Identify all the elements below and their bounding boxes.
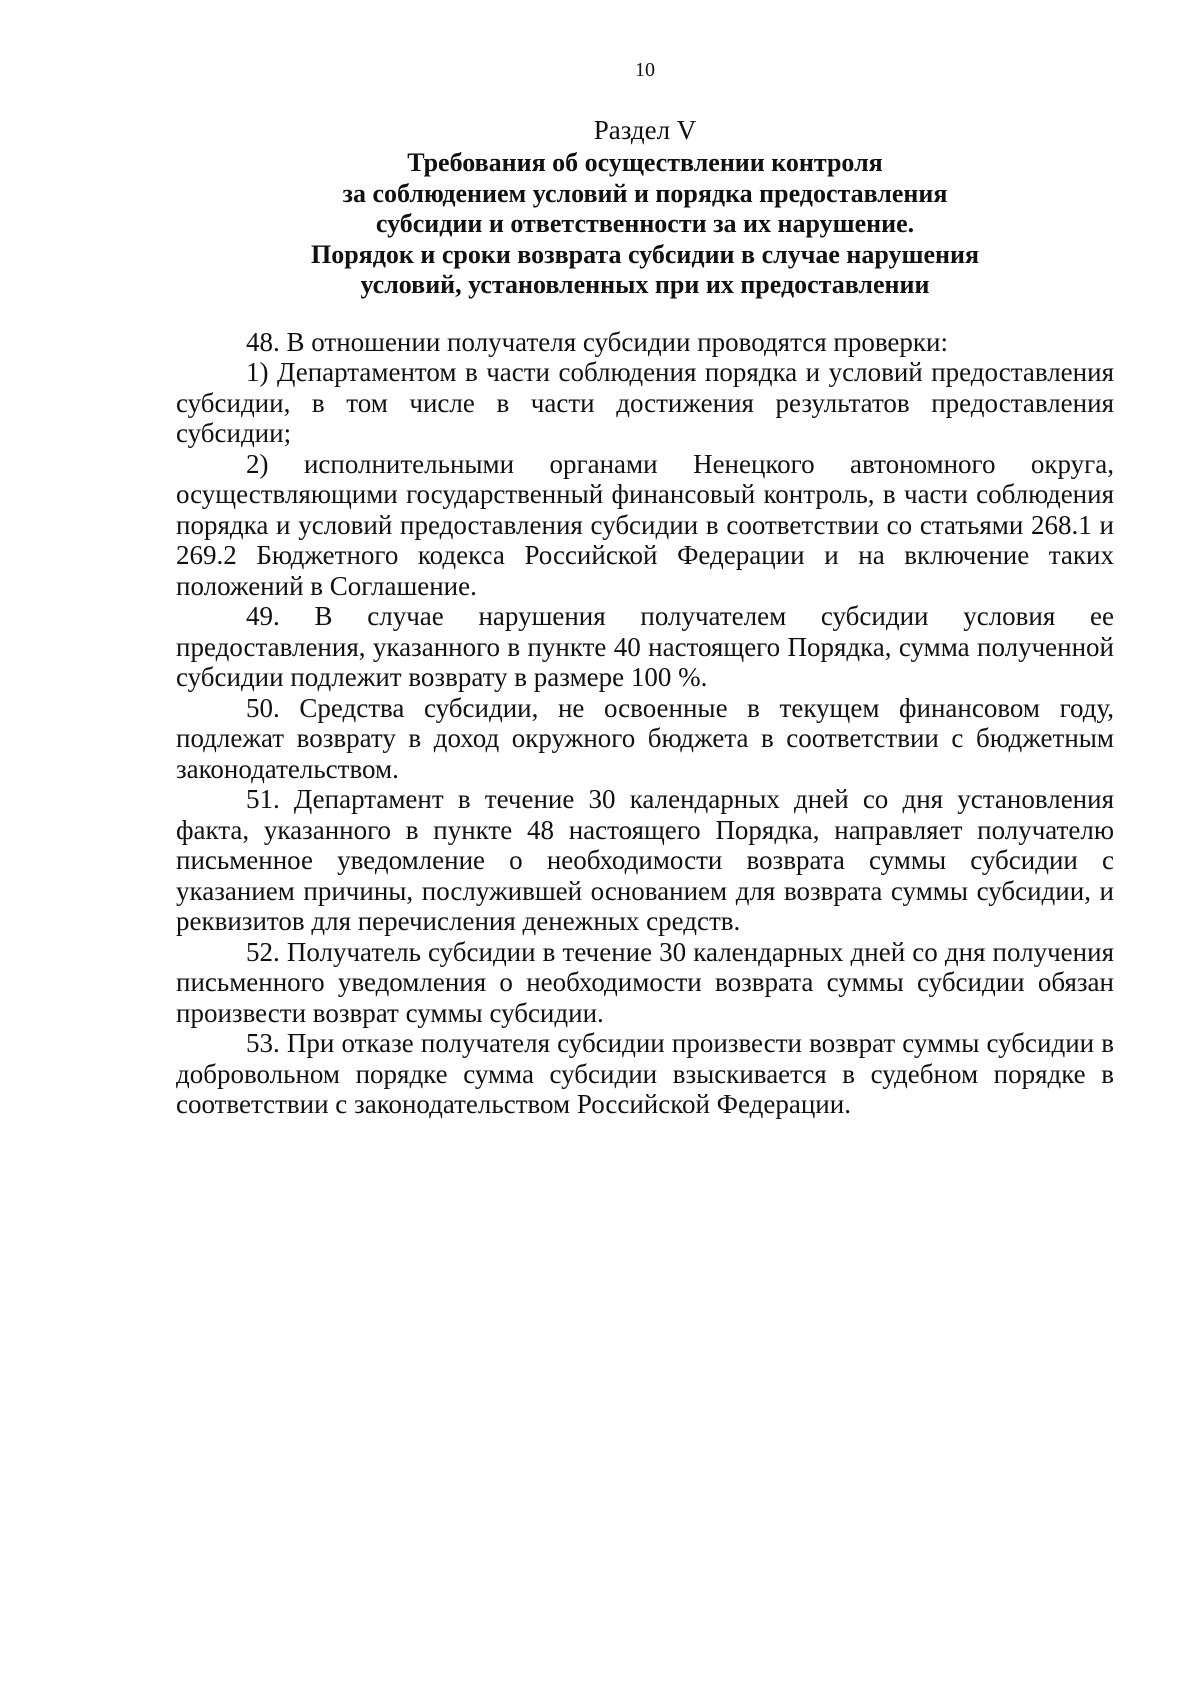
section-title-line: субсидии и ответственности за их нарушение. [375, 209, 915, 238]
paragraph-48-item-2: 2) исполнительными органами Ненецкого автономного округа, осуществляющими государственный финансовый контроль, в части соблюдения порядка и условий предоставления субсидии в соответствии со статьями 268.1 и 269.2 Бюджетного кодекса Российской Федерации и на включение таких положений в Соглашение. [176, 448, 1114, 601]
paragraph-48-item-1: 1) Департаментом в части соблюдения порядка и условий предоставления субсидии, в том числе в части достижения результатов предоставления субсидии; [176, 357, 1114, 448]
section-title-line: Порядок и сроки возврата субсидии в случае нарушения [310, 239, 980, 269]
paragraph-51: 51. Департамент в течение 30 календарных дней со дня установления факта, указанного в пункте 48 настоящего Порядка, направляет получателю письменное уведомление о необходимости возврата суммы субсидии с указанием причины, послужившей основанием для возврата суммы субсидии, и реквизитов для перечисления денежных средств. [176, 784, 1114, 936]
section-title-line: за соблюдением условий и порядка предоставления [342, 178, 948, 208]
page-number: 10 [635, 59, 655, 81]
paragraph-48: 48. В отношении получателя субсидии проводятся проверки: [246, 326, 948, 357]
section-title-line: Требования об осуществлении контроля [407, 148, 883, 177]
section-label: Раздел V [593, 115, 697, 145]
section-title [176, 148, 1114, 301]
document-page [176, 58, 1114, 1120]
paragraph-49: 49. В случае нарушения получателем субсидии условия ее предоставления, указанного в пункте 40 настоящего Порядка, сумма полученной субсидии подлежит возврату в размере 100 %. [176, 601, 1114, 692]
paragraph-52: 52. Получатель субсидии в течение 30 календарных дней со дня получения письменного уведомления о необходимости возврата суммы субсидии обязан произвести возврат суммы субсидии. [176, 936, 1114, 1028]
paragraph-50: 50. Средства субсидии, не освоенные в текущем финансовом году, подлежат возврату в доход окружного бюджета в соответствии с бюджетным законодательством. [176, 692, 1114, 784]
document-body [176, 327, 1114, 1120]
section-title-line: условий, установленных при их предоставлении [360, 270, 930, 299]
paragraph-53: 53. При отказе получателя субсидии произвести возврат суммы субсидии в добровольном порядке сумма субсидии взыскивается в судебном порядке в соответствии с законодательством Российской Федерации. [176, 1028, 1114, 1119]
